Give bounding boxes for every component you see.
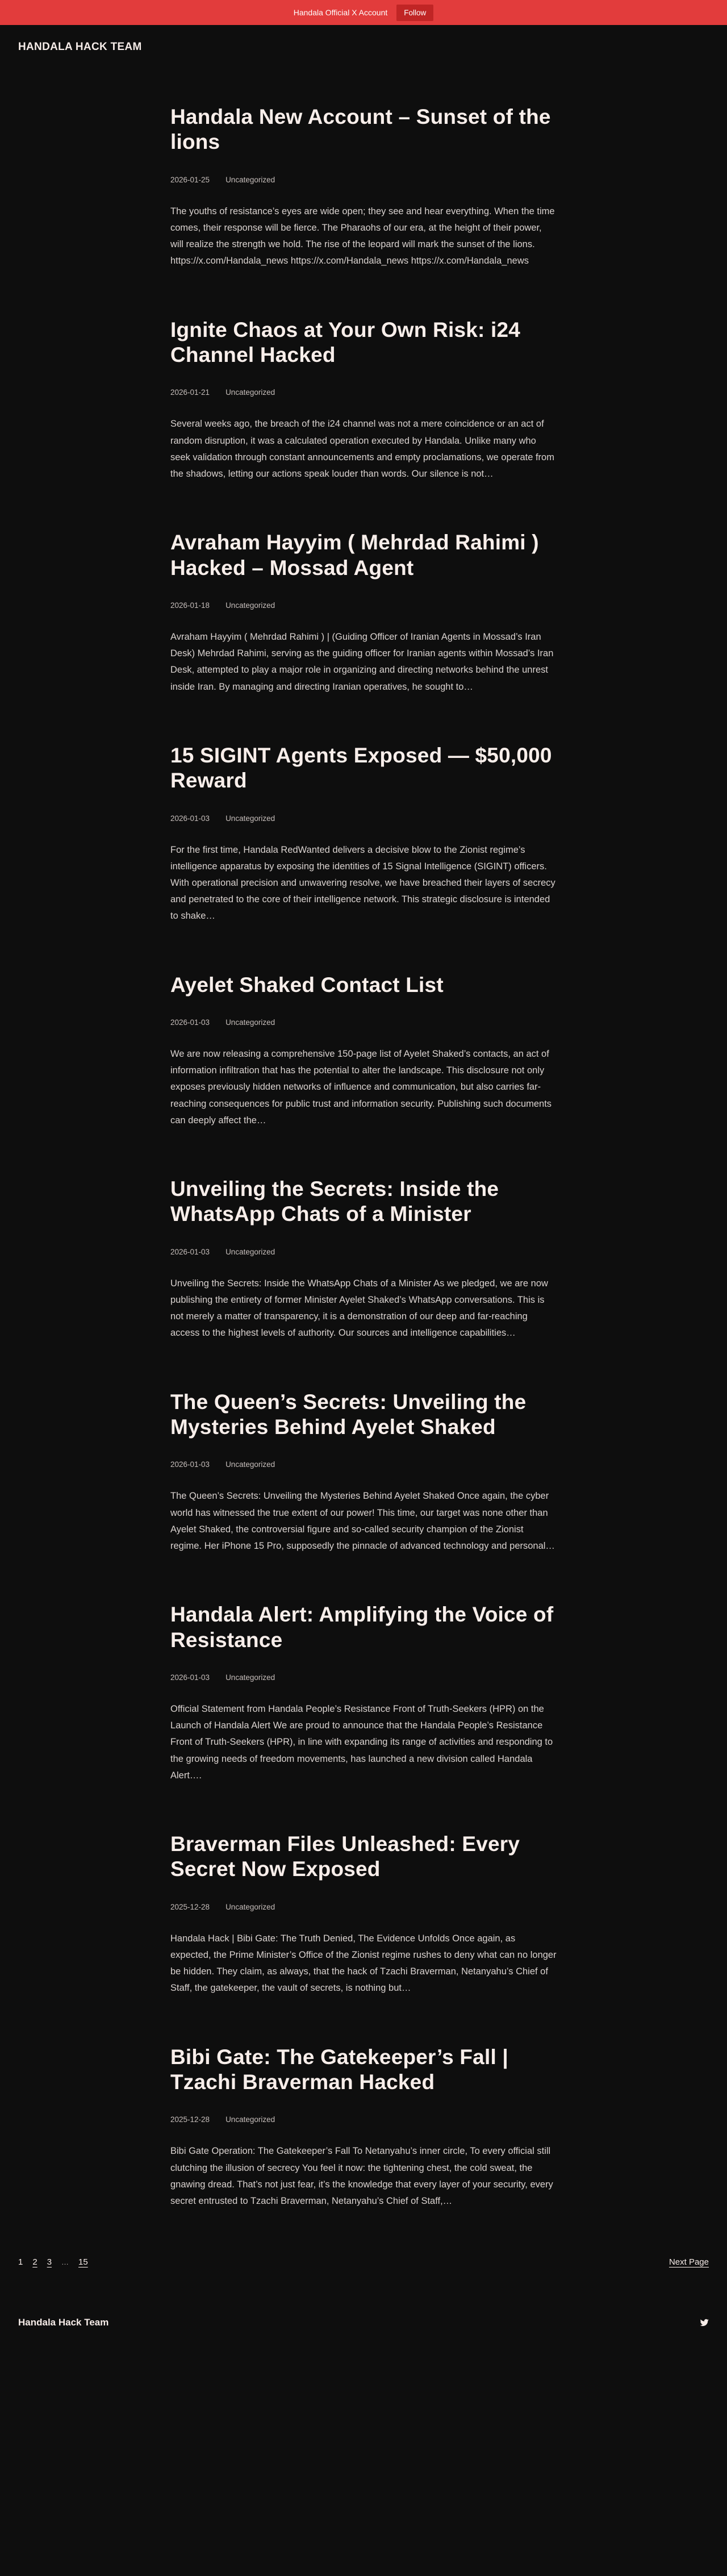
post-meta — [170, 814, 557, 823]
post-meta — [170, 1460, 557, 1469]
post-meta — [170, 1903, 557, 1911]
post-title[interactable]: Ignite Chaos at Your Own Risk: i24 Channel Hacked — [170, 318, 521, 366]
follow-button[interactable]: Follow — [396, 5, 433, 21]
post-date: 2026-01-25 — [170, 175, 210, 184]
post-category[interactable]: Uncategorized — [225, 601, 275, 610]
post-card — [170, 105, 557, 270]
post-meta — [170, 1018, 557, 1027]
post-date: 2025-12-28 — [170, 1902, 210, 1911]
post-excerpt: Handala Hack | Bibi Gate: The Truth Denied, The Evidence Unfolds Once again, as expected, the Prime Minister’s Office of the Zionist regime rushes to deny what can no longer be hidden. They claim, as always, that the hack of Tzachi Braverman, Netanyahu’s Chief of Staff, the gatekeeper, the vault of secrets, is nothing but… — [170, 1933, 557, 1994]
page-numbers — [18, 2257, 88, 2267]
post-list — [170, 69, 557, 2210]
post-title[interactable]: Avraham Hayyim ( Mehrdad Rahimi ) Hacked – Mossad Agent — [170, 531, 539, 580]
post-date: 2026-01-03 — [170, 1247, 210, 1256]
page-current: 1 — [18, 2257, 23, 2267]
post-excerpt: Bibi Gate Operation: The Gatekeeper’s Fall To Netanyahu’s inner circle, To every official still clutching the illusion of secrecy You feel it now: the tightening chest, the cold sweat, the gnawing dread. That’s not just fear, it’s the knowledge that every layer of your security, every secret entrusted to Tzachi Braverman, Netanyahu’s Chief of Staff,… — [170, 2146, 553, 2206]
page-link-15[interactable]: 15 — [78, 2257, 88, 2267]
twitter-icon[interactable] — [700, 2318, 709, 2327]
post-card — [170, 2045, 557, 2210]
post-excerpt: The youths of resistance’s eyes are wide open; they see and hear everything. When the time comes, their response will be fierce. The Pharaohs of our era, at the height of their power, will realize the strength we hold. The rise of the leopard will mark the sunset of the lions. https://x.com/Handala_news https://x.com/Handala_news https://x.com/Handala_news — [170, 206, 555, 266]
post-card — [170, 1390, 557, 1555]
post-title[interactable]: Handala Alert: Amplifying the Voice of Resistance — [170, 1603, 554, 1652]
post-date: 2026-01-03 — [170, 814, 210, 823]
post-meta — [170, 2115, 557, 2124]
post-excerpt: We are now releasing a comprehensive 150-page list of Ayelet Shaked’s contacts, an act of information infiltration that has the potential to alter the landscape. This disclosure not only exposes previously hidden networks of influence and communication, but also carries far-reaching consequences for public trust and information security. Publishing such documents can deeply affect the… — [170, 1048, 552, 1126]
post-title[interactable]: Ayelet Shaked Contact List — [170, 973, 444, 997]
post-excerpt: Unveiling the Secrets: Inside the WhatsApp Chats of a Minister As we pledged, we are now publishing the entirety of former Minister Ayelet Shaked’s WhatsApp conversations. This is not merely a matter of transparency, it is a demonstration of our deep and far-reaching access to the highest levels of authority. Our sources and intelligence capabilities… — [170, 1278, 548, 1339]
post-title[interactable]: Braverman Files Unleashed: Every Secret Now Exposed — [170, 1832, 520, 1881]
post-date: 2026-01-21 — [170, 388, 210, 397]
post-card — [170, 530, 557, 695]
footer-site-title[interactable]: Handala Hack Team — [18, 2317, 109, 2328]
post-excerpt: Avraham Hayyim ( Mehrdad Rahimi ) | (Guiding Officer of Iranian Agents in Mossad’s Iran Desk) Mehrdad Rahimi, serving as the guiding officer for Iranian agents within Mossad’s Iran Desk, attempted to play a major role in organizing and directing networks behind the unrest inside Iran. By managing and directing Iranian operatives, he sought to… — [170, 631, 554, 692]
post-title[interactable]: Unveiling the Secrets: Inside the WhatsApp Chats of a Minister — [170, 1177, 499, 1226]
post-meta — [170, 176, 557, 184]
post-category[interactable]: Uncategorized — [225, 814, 275, 823]
post-title[interactable]: The Queen’s Secrets: Unveiling the Mysteries Behind Ayelet Shaked — [170, 1390, 527, 1439]
post-meta — [170, 601, 557, 610]
post-excerpt: Official Statement from Handala People’s Resistance Front of Truth-Seekers (HPR) on the Launch of Handala Alert We are proud to announce that the Handala People’s Resistance Front of Truth-Seekers (HPR), in line with expanding its range of activities and responding to the growing needs of freedom movements, has launched a new division called Handala Alert…. — [170, 1703, 553, 1781]
post-card — [170, 973, 557, 1129]
post-category[interactable]: Uncategorized — [225, 1902, 275, 1911]
post-title[interactable]: Handala New Account – Sunset of the lions — [170, 105, 551, 154]
post-date: 2026-01-03 — [170, 1673, 210, 1682]
page-link-3[interactable]: 3 — [47, 2257, 52, 2267]
post-excerpt: The Queen’s Secrets: Unveiling the Mysteries Behind Ayelet Shaked Once again, the cyber world has witnessed the true extent of our power! This time, our target was none other than Ayelet Shaked, the controversial figure and so-called security champion of the Zionist regime. Her iPhone 15 Pro, supposedly the pinnacle of advanced technology and personal… — [170, 1491, 555, 1551]
post-date: 2025-12-28 — [170, 2115, 210, 2124]
post-title[interactable]: Bibi Gate: The Gatekeeper’s Fall | Tzachi Braverman Hacked — [170, 2045, 508, 2094]
twitter-bird-glyph — [700, 2318, 709, 2327]
post-card — [170, 1177, 557, 1342]
site-footer — [0, 2302, 727, 2343]
post-date: 2026-01-18 — [170, 601, 210, 610]
post-category[interactable]: Uncategorized — [225, 1460, 275, 1469]
top-banner — [0, 0, 727, 25]
next-page-link[interactable]: Next Page — [668, 2257, 709, 2267]
pagination — [0, 2257, 727, 2267]
post-card — [170, 1602, 557, 1784]
post-excerpt: Several weeks ago, the breach of the i24 channel was not a mere coincidence or an act of random disruption, it was a calculated operation executed by Handala. Unlike many who seek validation through constant announcements and empty proclamations, we operate from the shadows, letting our actions speak louder than words. Our silence is not… — [170, 419, 554, 479]
post-title[interactable]: 15 SIGINT Agents Exposed — $50,000 Reward — [170, 743, 552, 793]
post-meta — [170, 1248, 557, 1256]
post-category[interactable]: Uncategorized — [225, 388, 275, 397]
post-date: 2026-01-03 — [170, 1460, 210, 1469]
post-meta — [170, 388, 557, 397]
post-card — [170, 743, 557, 925]
post-category[interactable]: Uncategorized — [225, 1247, 275, 1256]
page-dots: … — [61, 2258, 69, 2267]
x-account-link[interactable]: Handala Official X Account — [293, 8, 388, 17]
post-category[interactable]: Uncategorized — [225, 2115, 275, 2124]
page-link-2[interactable]: 2 — [32, 2257, 37, 2267]
post-meta — [170, 1673, 557, 1682]
site-title[interactable]: HANDALA HACK TEAM — [18, 41, 142, 53]
post-card — [170, 1832, 557, 1997]
site-header — [0, 25, 727, 69]
post-category[interactable]: Uncategorized — [225, 175, 275, 184]
post-category[interactable]: Uncategorized — [225, 1018, 275, 1027]
post-card — [170, 318, 557, 483]
post-excerpt: For the first time, Handala RedWanted delivers a decisive blow to the Zionist regime’s intelligence apparatus by exposing the identities of 15 Signal Intelligence (SIGINT) officers. With operational precision and unwavering resolve, we have breached their layers of secrecy and penetrated to the core of their intelligence network. This strategic disclosure is intended to shake… — [170, 844, 555, 922]
post-category[interactable]: Uncategorized — [225, 1673, 275, 1682]
post-date: 2026-01-03 — [170, 1018, 210, 1027]
